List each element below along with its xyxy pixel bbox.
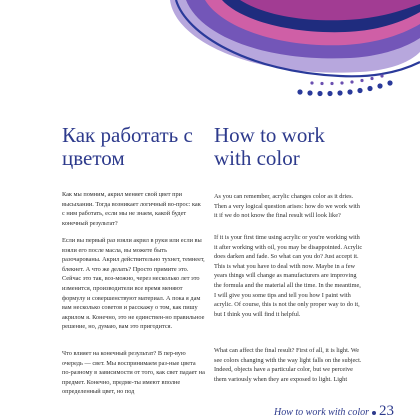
page-footer	[274, 403, 394, 420]
english-paragraph-2: If it is your first time using acrylic or you're working with it after working with oil, you may be disappointed. Acrylic does darken and fade. So what can you do? Just accept it. This is what you have to deal with now. Maybe in a few years things will change as manufacturers are improving the formula and the material all the time. In the meantime, I will give you some tips and tell you how I paint with acrylic. Of course, this is not the only proper way to do it, but I think you will find it helpful.	[214, 234, 363, 318]
russian-paragraph-2: Если вы первый раз взяли акрил в руки или если вы взяли его после масла, вы можете быть разочарованы. Акрил действительно тухнет, темнеет, блекнет. А что же делать? Просто примите это. Сейчас это так, воз-можно, через несколько лет это изменится, производители все время меняют формулу и совершенствуют материал. А пока я дам вам несколько советов и расскажу о том, как пишу акрилом я. Конечно, это не единствен-но правильное решение, но, думаю, вам это пригодится.	[62, 237, 205, 331]
footer-section-title: How to work with color	[273, 407, 369, 418]
russian-paragraph-1: Как мы помним, акрил меняет свой цвет при высыхании. Тогда возникает логичный во-прос: как с ним работать, если мы не знаем, какой будет конечный результат?	[62, 191, 201, 227]
heading-russian: Как работать с цветом	[62, 123, 193, 170]
acrylic-paint-swirl-artwork	[0, 0, 420, 110]
bullet-separator-icon	[372, 411, 376, 415]
english-paragraph-3: What can affect the final result? First of all, it is light. We see colors changing with the way light falls on the subject. Indeed, objects have a particular color, but we perceive them variously when they are exposed to light. Light	[214, 347, 362, 383]
heading-english: How to work with color	[214, 123, 325, 170]
page-number: 23	[379, 403, 394, 419]
russian-paragraph-3: Что влияет на конечный результат? В пер-вую очередь — свет. Мы воспринимаем раз-ные цвета по-разному в зависимости от того, как свет падает на предмет. Конечно, предме-ты имеют вполне определенный цвет, но под	[62, 350, 205, 396]
english-paragraph-1: As you can remember, acrylic changes color as it dries. Then a very logical question arises: how do we work with it if we do not know the final result will look like?	[214, 193, 360, 220]
